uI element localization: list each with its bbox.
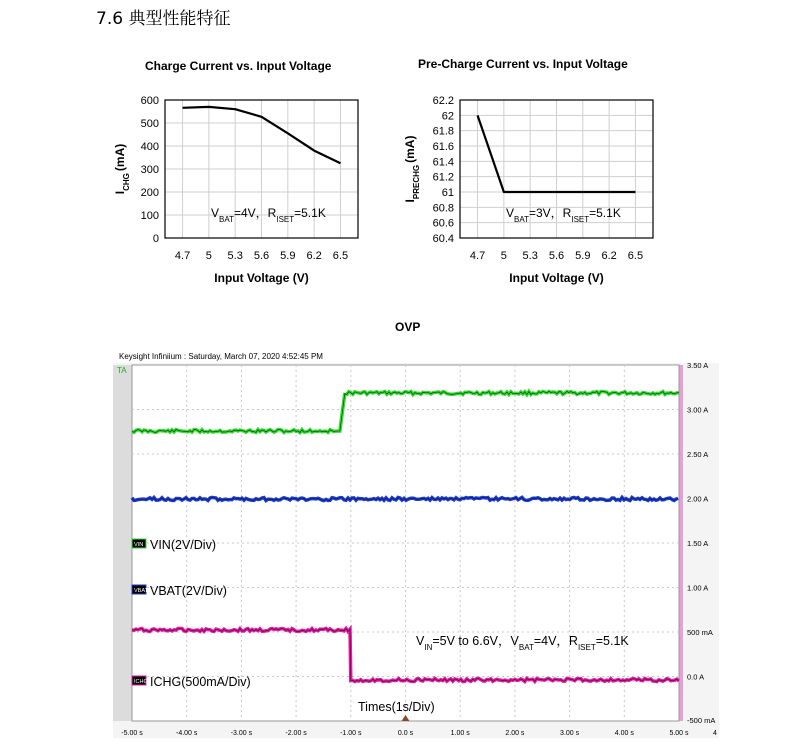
chart1-xtick-label: 5.6 bbox=[253, 250, 270, 262]
scope-ann-v2-val: =4V，R bbox=[533, 634, 578, 648]
scope-ytick-right-label: 3.50 A bbox=[687, 361, 709, 370]
chart1-ann-v-sub: BAT bbox=[219, 214, 234, 224]
chart2-ann-v: V bbox=[506, 206, 515, 220]
chart2-xtick-label: 6.5 bbox=[627, 250, 644, 262]
scope-ytick-right-label: 1.50 A bbox=[687, 539, 709, 548]
scope-header-text: Keysight Infiniium : Saturday, March 07, 2020 4:52:45 PM bbox=[119, 352, 323, 361]
chart2-xtick-label: 5.3 bbox=[522, 250, 538, 262]
scope-ytick-right-label: 2.50 A bbox=[687, 450, 709, 459]
chart1-ytick-label: 0 bbox=[152, 233, 159, 245]
chart1-ytick-label: 100 bbox=[140, 210, 159, 222]
scope-xtick-label: -3.00 s bbox=[230, 730, 253, 737]
scope-ann-v-sub: IN bbox=[424, 642, 433, 652]
chart1-ytick-label: 200 bbox=[140, 187, 159, 199]
chart1-xtick-label: 5.3 bbox=[227, 250, 243, 262]
chart2-ytick-label: 62 bbox=[441, 110, 454, 123]
chart2-xtick-label: 6.2 bbox=[601, 250, 617, 262]
chart1-ann-v-val: =4V， bbox=[233, 206, 268, 220]
scope-channel-label-vbat: VBAT(2V/Div) bbox=[150, 584, 227, 598]
chart2-xlabel: Input Voltage (V) bbox=[509, 271, 604, 285]
chart2-ytick-label: 60.4 bbox=[432, 233, 454, 245]
chart1-xtick-label: 4.7 bbox=[174, 250, 191, 262]
chart1-ytick-label: 400 bbox=[140, 141, 159, 153]
chart1-plot bbox=[100, 78, 390, 293]
chart1-title: Charge Current vs. Input Voltage bbox=[145, 59, 332, 73]
chart1-ann-r-sub: ISET bbox=[276, 214, 295, 224]
chart1-ylabel bbox=[113, 144, 131, 194]
scope-channel-label-vin: VIN(2V/Div) bbox=[150, 538, 216, 552]
scope-time-label: Times(1s/Div) bbox=[358, 700, 435, 714]
oscilloscope-plot bbox=[113, 349, 719, 738]
chart2-ylabel-main: I bbox=[403, 199, 417, 203]
chart1-xtick-label: 6.5 bbox=[332, 250, 349, 262]
chart2-ann-r-sub: ISET bbox=[571, 214, 590, 224]
scope-ytick-right-label: 3.00 A bbox=[687, 405, 709, 415]
chart2-plot bbox=[395, 78, 685, 293]
chart2-xtick-label: 4.7 bbox=[469, 250, 486, 262]
section-number: 7.6 bbox=[96, 9, 124, 29]
scope-xtick-label: -2.00 s bbox=[285, 730, 307, 737]
scope-xtick-label: -1.00 s bbox=[340, 730, 362, 737]
scope-ytick-right-label: 0.0 A bbox=[687, 672, 705, 682]
scope-channel-tag: ICHG bbox=[134, 679, 148, 685]
scope-ytick-right-label: 2.00 A bbox=[687, 494, 709, 504]
chart1-ann-v: V bbox=[211, 206, 220, 220]
chart2-xtick-label: 5.9 bbox=[575, 250, 591, 262]
chart1-xtick-label: 5.9 bbox=[280, 250, 296, 262]
oscilloscope-screenshot bbox=[113, 349, 719, 738]
section-title: 典型性能特征 bbox=[128, 9, 231, 29]
chart1-xtick-label: 5 bbox=[205, 250, 212, 262]
scope-xtick-label: 4.00 s bbox=[614, 730, 634, 737]
scope-channel-tag: VBAT bbox=[134, 588, 148, 594]
ovp-title: OVP bbox=[395, 320, 421, 334]
chart1-ann-r-val: =5.1K bbox=[294, 206, 326, 220]
scope-xtick-label: -5.00 s bbox=[121, 730, 143, 737]
scope-ytick-right-label: -500 mA bbox=[687, 716, 716, 725]
scope-ytick-right-label: 500 mA bbox=[687, 628, 713, 637]
chart1-ylabel-main: I bbox=[113, 190, 127, 195]
chart2-ylabel-unit: (mA) bbox=[403, 135, 417, 163]
scope-xtick-label: 2.00 s bbox=[505, 730, 525, 737]
chart2-xtick-label: 5 bbox=[500, 250, 507, 262]
chart1-ylabel-sub: CHG bbox=[121, 173, 131, 191]
scope-right-strip bbox=[679, 365, 683, 721]
chart2-ann-v-val: =3V， bbox=[528, 206, 563, 220]
chart1-ytick-label: 300 bbox=[140, 164, 159, 176]
chart1-ann-r: R bbox=[267, 206, 277, 220]
chart2-ann-r-val: =5.1K bbox=[589, 206, 621, 220]
chart2-ytick-label: 61 bbox=[441, 187, 454, 199]
scope-ann-v: V bbox=[416, 634, 425, 648]
scope-xtick-label: 3.00 s bbox=[560, 730, 580, 737]
scope-ann-v-val: =5V to 6.6V，V bbox=[432, 634, 519, 648]
chart2-ylabel-sub: PRECHG bbox=[411, 164, 421, 200]
scope-xtick-label: 5.00 s bbox=[669, 730, 689, 737]
scope-channel-tag: VIN bbox=[134, 542, 144, 548]
scope-ann-r-sub: ISET bbox=[577, 642, 596, 652]
chart1-ylabel-unit: (mA) bbox=[113, 143, 127, 172]
chart1-ytick-label: 500 bbox=[140, 118, 159, 130]
chart1-ytick-label: 600 bbox=[140, 95, 159, 107]
chart2-ytick-label: 61.4 bbox=[432, 156, 454, 169]
chart2-xtick-label: 5.6 bbox=[548, 250, 565, 262]
chart2-ytick-label: 61.6 bbox=[432, 141, 454, 153]
scope-channel-label-ichg: ICHG(500mA/Div) bbox=[150, 675, 251, 689]
scope-xtick-label: 1.00 s bbox=[450, 730, 470, 737]
chart2-ann-r: R bbox=[562, 206, 572, 220]
scope-xtick-label: 0.0 s bbox=[397, 730, 414, 737]
chart1-xlabel: Input Voltage (V) bbox=[214, 271, 309, 285]
scope-trigger-label: TA bbox=[117, 366, 127, 375]
section-heading bbox=[96, 4, 230, 29]
chart2-ytick-label: 61.2 bbox=[432, 171, 454, 184]
chart2-ytick-label: 61.8 bbox=[432, 125, 454, 138]
chart2-ylabel bbox=[403, 136, 421, 203]
chart2-ytick-label: 62.2 bbox=[432, 95, 454, 107]
scope-xtick-extra: 4 bbox=[713, 730, 717, 737]
chart2-ann-v-sub: BAT bbox=[514, 214, 529, 224]
scope-ann-r-val: =5.1K bbox=[595, 634, 629, 648]
scope-left-strip bbox=[113, 365, 132, 721]
chart1-xtick-label: 6.2 bbox=[306, 250, 322, 262]
chart2-ytick-label: 60.8 bbox=[432, 202, 454, 215]
scope-ann-v2-sub: BAT bbox=[518, 642, 534, 652]
scope-xtick-label: -4.00 s bbox=[175, 730, 198, 737]
chart2-annotation bbox=[506, 206, 621, 224]
chart2-ytick-label: 60.6 bbox=[432, 217, 454, 230]
chart2-title: Pre-Charge Current vs. Input Voltage bbox=[418, 57, 628, 71]
chart1-annotation bbox=[211, 206, 326, 224]
scope-ytick-right-label: 1.00 A bbox=[687, 583, 709, 593]
